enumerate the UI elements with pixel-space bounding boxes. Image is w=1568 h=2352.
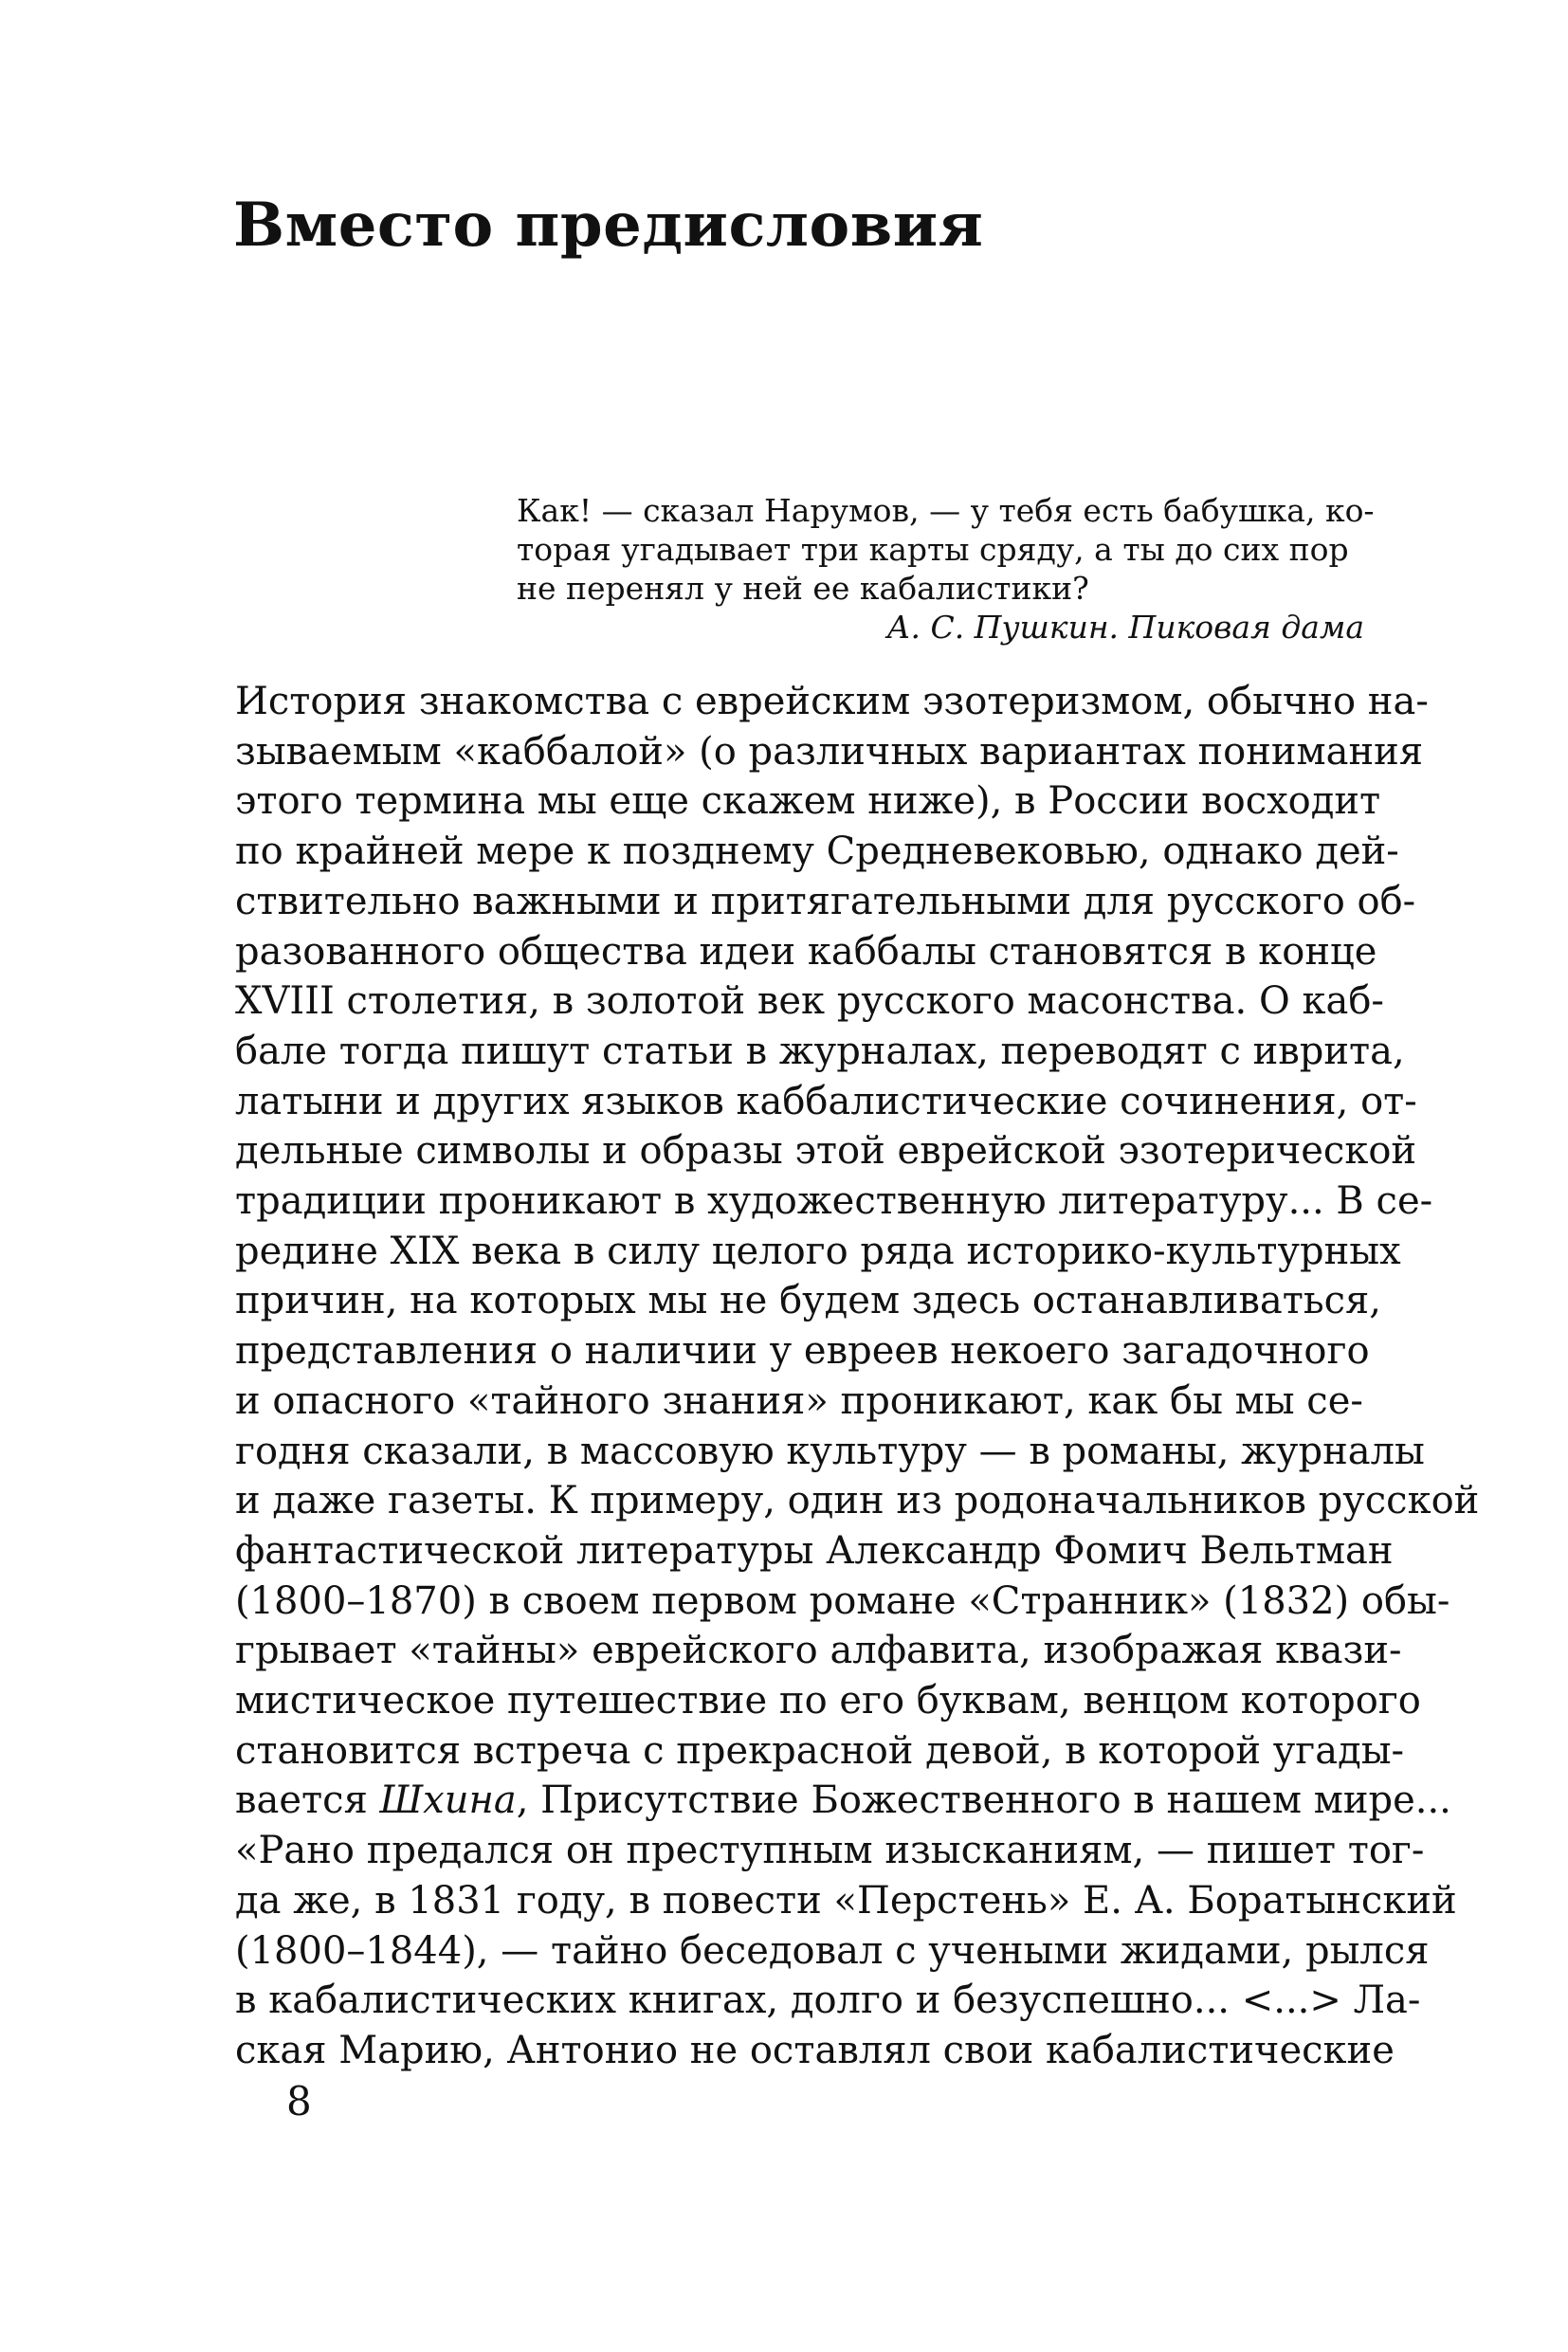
body-line: по крайней мере к позднему Средневековью, однако дей- [235,830,1399,874]
body-text [235,677,1480,2076]
body-line: и даже газеты. К примеру, один из родоначальников русской [235,1479,1480,1523]
body-line: становится встреча с прекрасной девой, в которой угады- [235,1728,1405,1773]
body-line: причин, на которых мы не будем здесь останавливаться, [235,1279,1382,1323]
body-line: и опасного «тайного знания» проникают, как бы мы се- [235,1378,1363,1423]
body-line: дельные символы и образы этой еврейской эзотерической [235,1129,1417,1174]
body-line-suffix: , Присутствие Божественного в нашем мире... [516,1778,1451,1823]
body-line: «Рано предался он преступным изысканиям, — пишет тог- [235,1829,1425,1873]
body-line: фантастической литературы Александр Фомич Вельтман [235,1528,1394,1573]
body-line: латыни и других языков каббалистические сочинения, от- [235,1079,1417,1123]
epigraph-line: не перенял у ней ее кабалистики? [517,570,1089,607]
body-line: в кабалистических книгах, долго и безуспешно... <...> Ла- [235,1978,1421,2023]
page-number: 8 [286,2078,312,2124]
body-line: представления о наличии у евреев некоего загадочного [235,1329,1370,1374]
body-line: (1800–1844), — тайно беседовал с учеными жидами, рылся [235,1928,1430,1973]
body-line: зываемым «каббалой» (о различных вариантах понимания [235,729,1424,774]
body-line: (1800–1870) в своем первом романе «Странник» (1832) обы- [235,1578,1450,1623]
body-line: История знакомства с еврейским эзотеризмом, обычно на- [235,680,1429,723]
epigraph-line: торая угадывает три карты сряду, а ты до сих пор [517,531,1349,568]
italic-term: Шхина [379,1778,517,1823]
body-line: традиции проникают в художественную литературу... В се- [235,1179,1433,1224]
body-line-prefix: вается [235,1778,380,1823]
body-line: да же, в 1831 году, в повести «Перстень» Е. А. Боратынский [235,1878,1457,1923]
body-line: редине XIX века в силу целого ряда историко-культурных [235,1229,1401,1273]
body-line: годня сказали, в массовую культуру — в романы, журналы [235,1429,1425,1473]
body-line: разованного общества идеи каббалы становятся в конце [235,929,1377,974]
epigraph-attribution: А. С. Пушкин. Пиковая дама [886,609,1364,646]
chapter-title: Вместо предисловия [233,190,984,261]
body-line-with-italic [235,1776,1451,1826]
body-line: ская Марию, Антонио не оставлял свои кабалистические [235,2028,1395,2072]
body-line: мистическое путешествие по его буквам, венцом которого [235,1679,1421,1723]
epigraph [517,491,1375,647]
body-line: грывает «тайны» еврейского алфавита, изображая квази- [235,1629,1402,1673]
body-line: этого термина мы еще скажем ниже), в России восходит [235,779,1381,824]
body-line: ствительно важными и притягательными для русского об- [235,879,1416,923]
epigraph-line: Как! — сказал Нарумов, — у тебя есть бабушка, ко- [517,492,1375,529]
body-line: XVIII столетия, в золотой век русского масонства. О каб- [235,979,1384,1024]
body-line: бале тогда пишут статьи в журналах, переводят с иврита, [235,1029,1405,1073]
